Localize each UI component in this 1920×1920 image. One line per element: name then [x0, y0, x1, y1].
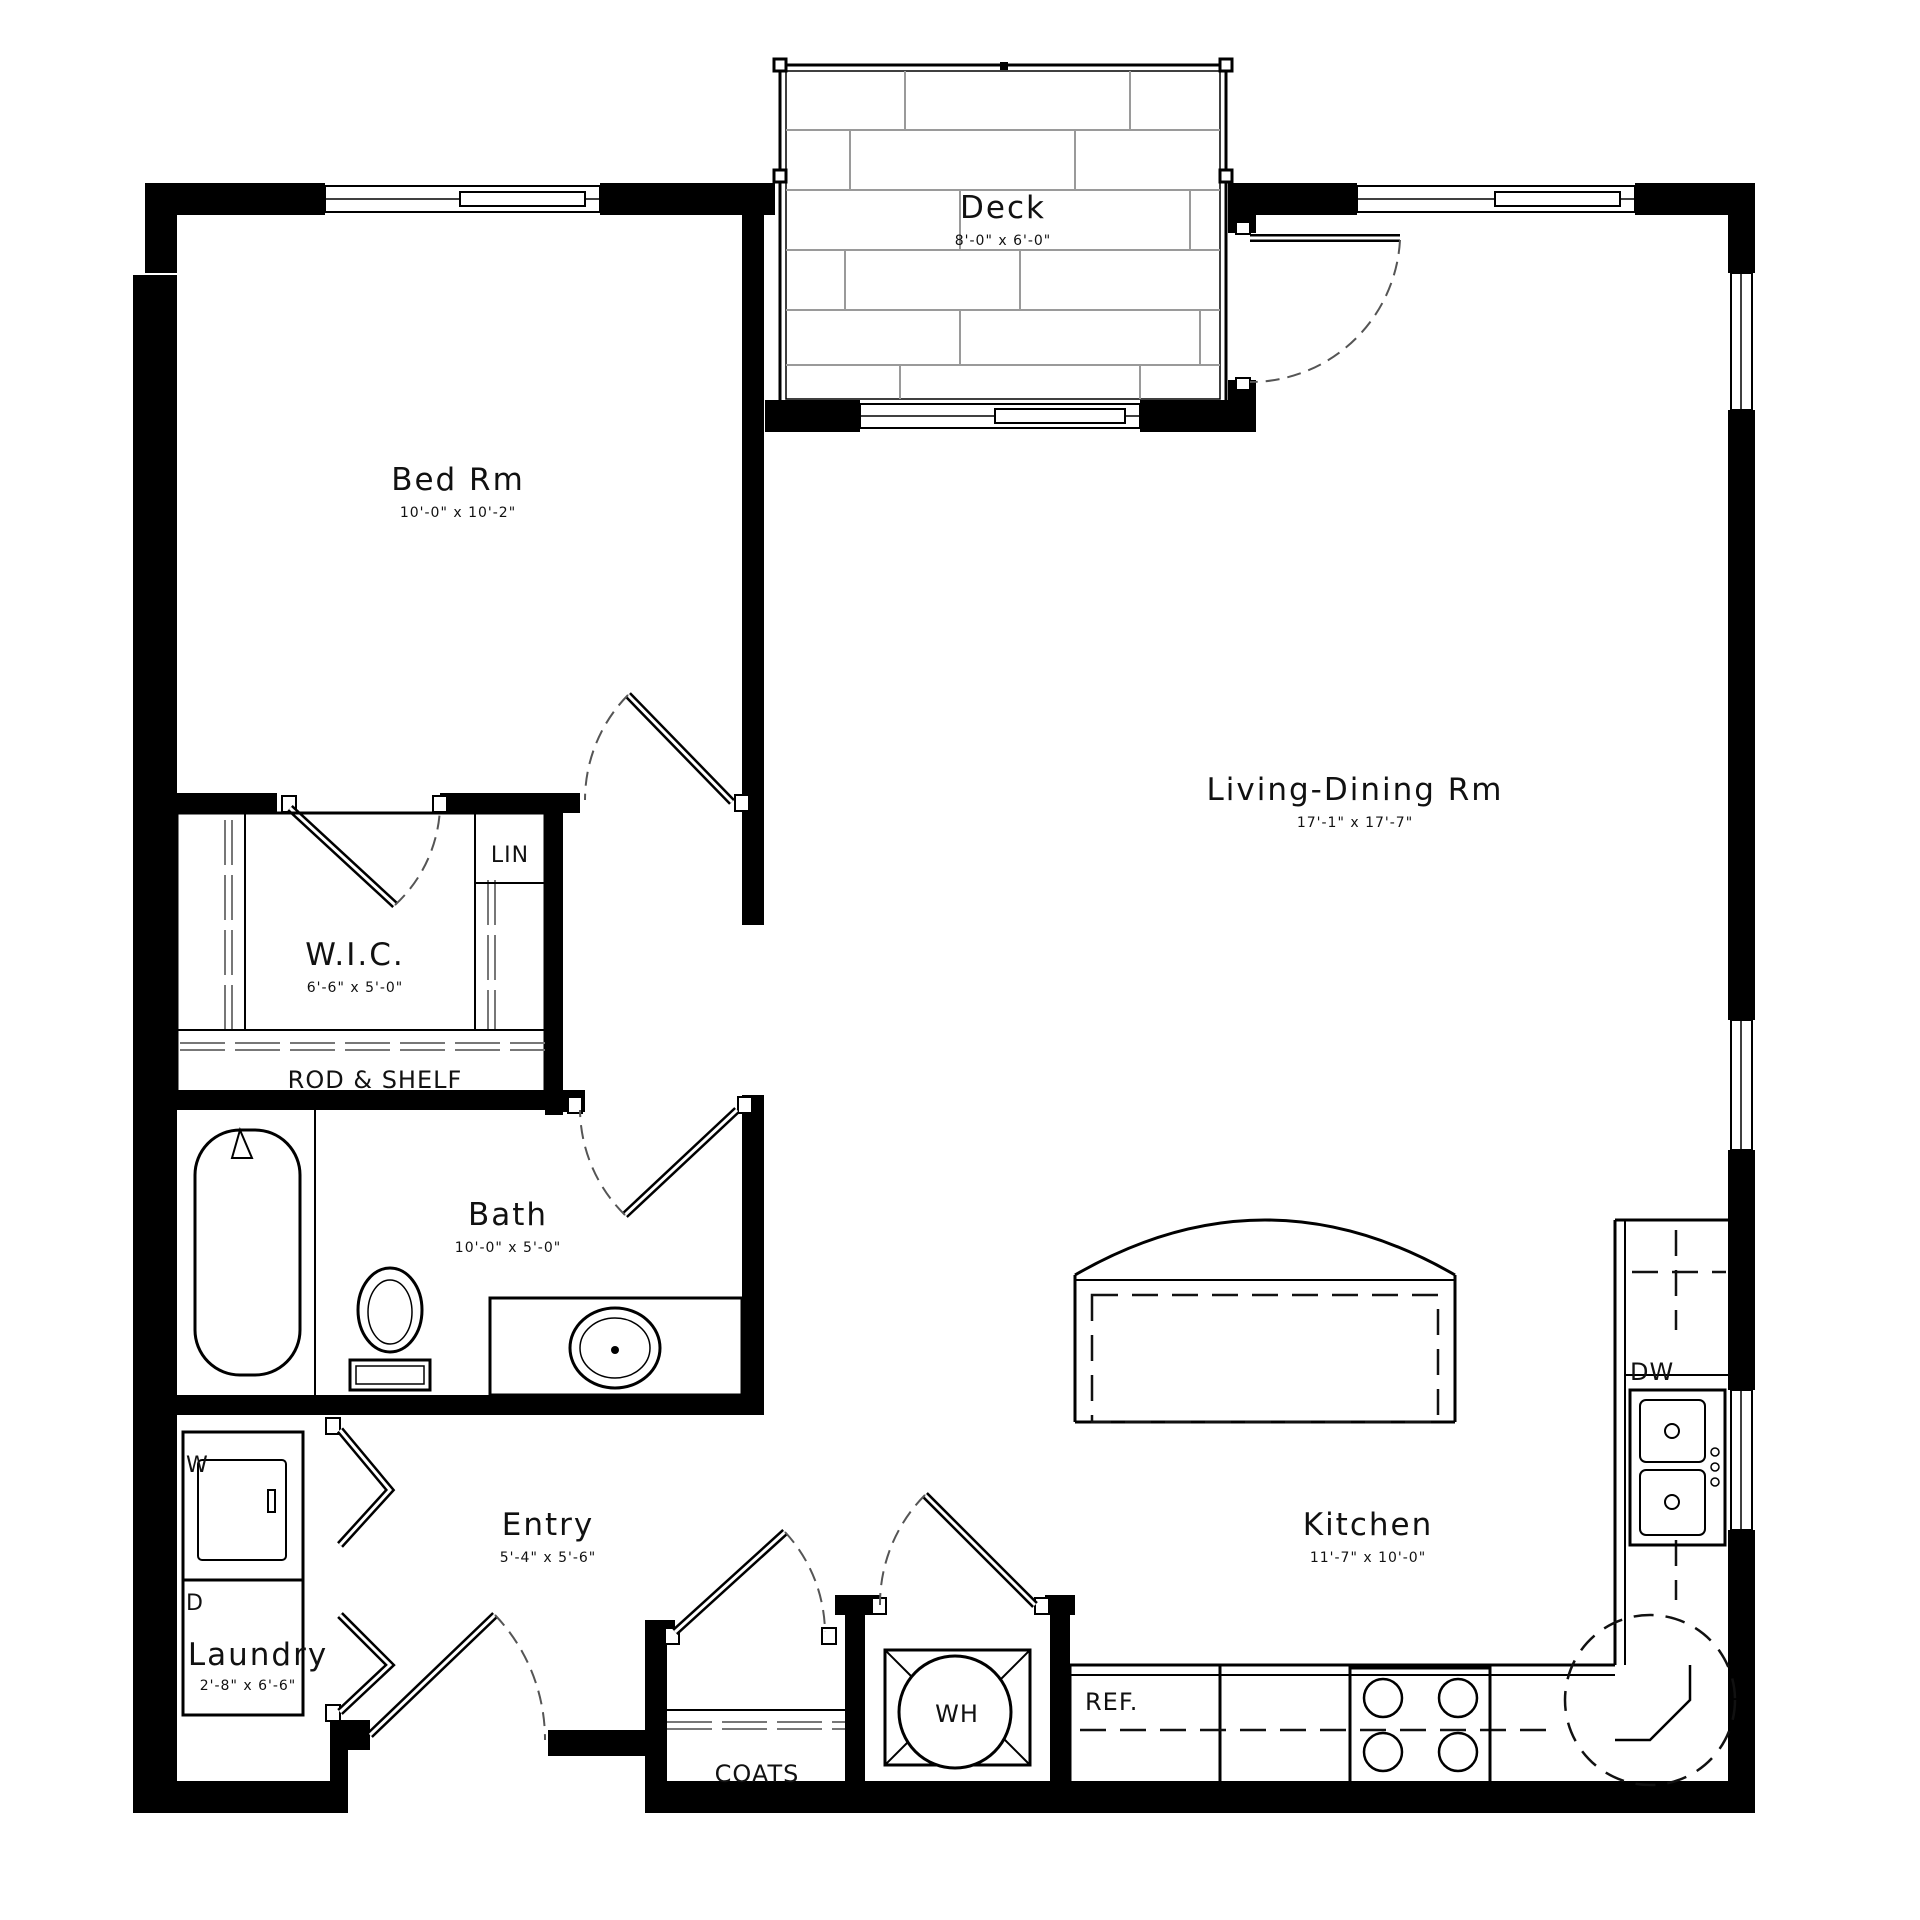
bath-sink — [570, 1308, 660, 1388]
laundry-dims: 2'-8" x 6'-6" — [199, 1678, 297, 1694]
wic-label: W.I.C. — [305, 937, 405, 973]
deck-label: Deck — [960, 190, 1046, 226]
living-dining-dims: 17'-1" x 17'-7" — [1296, 815, 1414, 831]
tub-faucet-icon — [232, 1130, 252, 1158]
kitchen-dims: 11'-7" x 10'-0" — [1309, 1550, 1427, 1566]
kitchen-label: Kitchen — [1302, 1507, 1434, 1543]
deck-door — [1236, 222, 1400, 390]
corner-lazy-susan — [1565, 1615, 1735, 1785]
rod-shelf-label: ROD & SHELF — [287, 1066, 463, 1094]
dw-label: DW — [1630, 1358, 1675, 1386]
living-dining-label: Living-Dining Rm — [1206, 772, 1504, 808]
laundry-bifold-door — [326, 1418, 390, 1721]
entry-dims: 5'-4" x 5'-6" — [499, 1550, 597, 1566]
refrigerator — [1070, 1665, 1220, 1785]
dryer-label: D — [186, 1591, 204, 1616]
coats-closet — [667, 1710, 845, 1729]
interior-walls — [177, 215, 1075, 1813]
bed-rm-dims: 10'-0" x 10'-2" — [399, 505, 517, 521]
entry-label: Entry — [501, 1507, 595, 1543]
kitchen-sink — [1630, 1390, 1725, 1545]
toilet — [350, 1268, 430, 1390]
coats-door — [665, 1532, 836, 1644]
lin-label: LIN — [490, 843, 530, 868]
bedroom-door — [585, 695, 749, 811]
wh-closet-door — [872, 1495, 1049, 1614]
deck-area — [774, 59, 1232, 405]
cooktop — [1350, 1668, 1490, 1783]
doors — [282, 222, 1400, 1740]
kitchen-cabinets — [1070, 1220, 1735, 1785]
bed-rm-label: Bed Rm — [391, 462, 525, 498]
bathtub — [195, 1130, 300, 1375]
ref-label: REF. — [1085, 1688, 1139, 1716]
entry-door — [370, 1615, 545, 1740]
bath-door — [568, 1097, 752, 1215]
kitchen-island — [1075, 1220, 1455, 1422]
bath-label: Bath — [467, 1197, 549, 1233]
bath-dims: 10'-0" x 5'-0" — [454, 1240, 562, 1256]
deck-dims: 8'-0" x 6'-0" — [954, 233, 1052, 249]
washer-label: W — [186, 1453, 209, 1478]
wic-dims: 6'-6" x 5'-0" — [306, 980, 404, 996]
laundry-label: Laundry — [187, 1637, 329, 1673]
coats-label: COATS — [714, 1760, 800, 1788]
wh-label: WH — [935, 1700, 979, 1728]
